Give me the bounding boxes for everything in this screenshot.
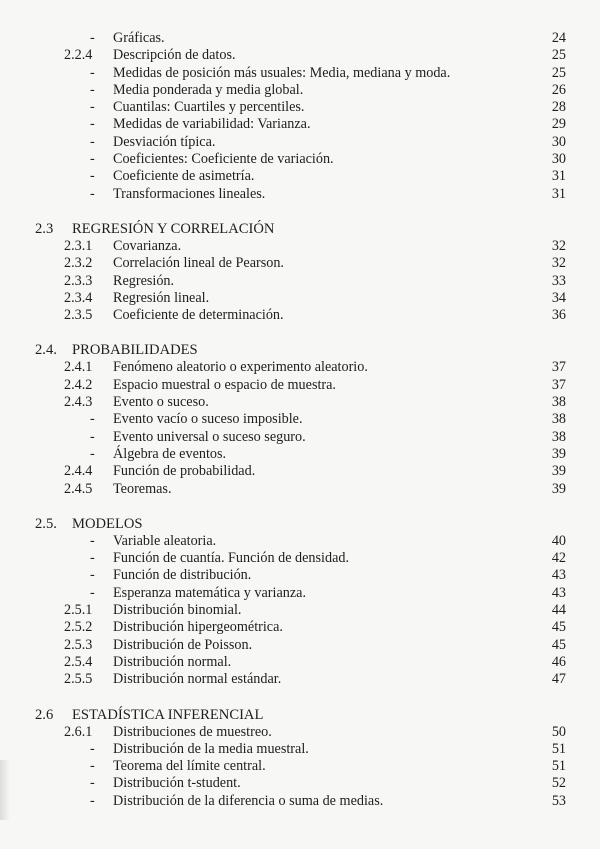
toc-entry-page: 44 [551,602,566,619]
toc-entry-title: ESTADÍSTICA INFERENCIAL [72,706,264,723]
toc-entry [0,290,600,307]
toc-entry-title: Distribución t-student. [113,775,241,792]
toc-entry-dash: - [90,30,95,46]
toc-entry [0,82,600,99]
toc-entry [0,654,600,671]
toc-entry-page: 38 [551,428,566,445]
toc-entry [0,359,600,376]
toc-entry-title: Covarianza. [113,237,182,254]
toc-entry [0,116,600,133]
toc-entry-page: 39 [551,445,566,462]
toc-entry-page: 29 [551,116,566,133]
toc-entry [0,134,600,151]
toc-entry-dash: - [90,532,95,549]
toc-entry-dash: - [90,185,95,202]
toc-entry [0,619,600,636]
toc-entry-number: 2.5.5 [64,671,93,688]
toc-entry-page: 25 [551,64,566,81]
toc-entry-title: Media ponderada y media global. [113,81,304,98]
toc-entry-number: 2.4.2 [64,376,93,393]
toc-entry [0,533,600,550]
toc-entry-number: 2.3.3 [64,272,93,289]
toc-entry-title: Distribución normal estándar. [113,671,282,688]
toc-entry-dash: - [90,445,95,462]
toc-entry-page: 51 [551,740,566,757]
toc-entry-number: 2.5.4 [64,653,93,670]
toc-entry-title: Correlación lineal de Pearson. [113,255,284,272]
section-spacer [0,498,600,515]
toc-entry-dash: - [90,775,95,792]
toc-section-heading [0,515,600,533]
toc-entry [0,65,600,82]
toc-entry-page: 40 [551,532,566,549]
toc-entry-page: 28 [551,99,566,116]
toc-entry [0,481,600,498]
toc-entry-number: 2.4.4 [64,463,93,480]
toc-entry-dash: - [90,550,95,567]
toc-entry-page: 31 [551,168,566,185]
toc-entry [0,255,600,272]
toc-entry-title: Gráficas. [113,30,165,46]
toc-entry [0,99,600,116]
toc-entry [0,186,600,203]
toc-entry-number: 2.5.3 [64,636,93,653]
toc-entry-number: 2.2.4 [64,47,93,64]
toc-entry-title: Distribuciones de muestreo. [113,723,272,740]
toc-entry [0,671,600,688]
toc-entry-title: Transformaciones lineales. [113,185,266,202]
toc-entry [0,775,600,792]
toc-entry [0,446,600,463]
toc-entry-page: 24 [551,30,566,46]
toc-entry-page: 52 [551,775,566,792]
toc-entry [0,30,600,47]
toc-section-heading [0,341,600,359]
toc-section-heading [0,220,600,238]
toc-entry-page: 39 [551,480,566,497]
toc-entry-dash: - [90,428,95,445]
toc-entry-number: 2.3.2 [64,255,93,272]
toc-entry-number: 2.5.2 [64,619,93,636]
toc-entry-page: 38 [551,411,566,428]
toc-entry-page: 26 [551,81,566,98]
toc-entry-page: 47 [551,671,566,688]
toc-entry [0,585,600,602]
toc-entry-dash: - [90,567,95,584]
toc-entry-page: 32 [551,237,566,254]
toc-entry-page: 50 [551,723,566,740]
toc-entry-page: 42 [551,550,566,567]
toc-entry-title: Regresión. [113,272,175,289]
toc-entry-dash: - [90,151,95,168]
toc-entry-title: Teoremas. [113,480,172,497]
toc-entry-dash: - [90,116,95,133]
toc-entry-page: 25 [551,47,566,64]
toc-entry-title: Distribución normal. [113,653,232,670]
toc-entry-number: 2.5.1 [64,602,93,619]
section-spacer [0,203,600,220]
toc-entry [0,758,600,775]
toc-entry-title: Descripción de datos. [113,47,236,64]
toc-entry-title: Medidas de variabilidad: Varianza. [113,116,311,133]
toc-entry [0,151,600,168]
toc-entry [0,550,600,567]
toc-entry-number: 2.4. [35,342,57,359]
toc-entry-page: 33 [551,272,566,289]
toc-entry-title: Coeficiente de determinación. [113,307,284,324]
toc-entry-title: PROBABILIDADES [72,342,198,359]
toc-entry-title: Evento o suceso. [113,394,209,411]
toc-entry [0,168,600,185]
toc-entry [0,793,600,810]
section-spacer [0,689,600,706]
toc-entry-title: Espacio muestral o espacio de muestra. [113,376,336,393]
toc-entry [0,567,600,584]
toc-entry-title: Función de distribución. [113,567,252,584]
toc-entry-dash: - [90,64,95,81]
toc-entry-title: Distribución de Poisson. [113,636,253,653]
toc-entry-number: 2.3.4 [64,289,93,306]
toc-entry-number: 2.4.5 [64,480,93,497]
toc-entry-title: Distribución hipergeométrica. [113,619,283,636]
toc-entry-page: 30 [551,133,566,150]
toc-entry-title: Coeficientes: Coeficiente de variación. [113,151,334,168]
toc-entry [0,637,600,654]
toc-entry-page: 45 [551,636,566,653]
toc-entry-title: Álgebra de eventos. [113,445,227,462]
toc-entry-number: 2.4.3 [64,394,93,411]
toc-entry-title: Cuantilas: Cuartiles y percentiles. [113,99,305,116]
toc-entry-title: Fenómeno aleatorio o experimento aleatorio. [113,359,368,376]
toc-entry-dash: - [90,411,95,428]
toc-entry-number: 2.6 [35,706,54,723]
toc-entry [0,394,600,411]
toc-section-heading [0,706,600,724]
toc-entry-dash: - [90,99,95,116]
toc-entry-page: 37 [551,376,566,393]
toc-entry-title: Regresión lineal. [113,289,210,306]
toc-entry-title: Distribución de la media muestral. [113,740,309,757]
toc-entry-page: 30 [551,151,566,168]
toc-entry-title: Evento vacío o suceso imposible. [113,411,303,428]
toc-entry-dash: - [90,792,95,809]
toc-entry-page: 38 [551,394,566,411]
toc-entry-page: 34 [551,289,566,306]
toc-entry-title: MODELOS [72,515,143,532]
toc-entry [0,47,600,64]
toc-entry-page: 43 [551,584,566,601]
toc-entry-title: Desviación típica. [113,133,216,150]
toc-entry-page: 46 [551,653,566,670]
toc-entry-number: 2.4.1 [64,359,93,376]
toc-entry-dash: - [90,740,95,757]
toc-entry [0,724,600,741]
toc-entry-title: Evento universal o suceso seguro. [113,428,306,445]
toc-entry-page: 39 [551,463,566,480]
toc-entry [0,463,600,480]
toc-entry-dash: - [90,168,95,185]
toc-entry-page: 45 [551,619,566,636]
toc-entry-number: 2.6.1 [64,723,93,740]
toc-entry-title: Esperanza matemática y varianza. [113,584,306,601]
toc-entry-page: 36 [551,307,566,324]
toc-entry-title: Medidas de posición más usuales: Media, mediana y moda. [113,64,451,81]
toc-entry [0,307,600,324]
toc-entry-page: 53 [551,792,566,809]
toc-entry-number: 2.5. [35,515,57,532]
toc-entry-dash: - [90,81,95,98]
toc-entry-title: REGRESIÓN Y CORRELACIÓN [72,220,275,237]
section-spacer [0,324,600,341]
toc-entry-dash: - [90,133,95,150]
table-of-contents [0,30,600,810]
toc-entry [0,741,600,758]
toc-entry-number: 2.3 [35,220,54,237]
toc-entry-page: 32 [551,255,566,272]
toc-entry-page: 37 [551,359,566,376]
toc-entry-page: 51 [551,758,566,775]
toc-entry-title: Distribución de la diferencia o suma de medias. [113,792,384,809]
toc-entry-number: 2.3.1 [64,237,93,254]
toc-entry-title: Coeficiente de asimetría. [113,168,255,185]
toc-entry [0,602,600,619]
toc-entry [0,238,600,255]
toc-entry [0,377,600,394]
toc-entry [0,429,600,446]
toc-entry [0,273,600,290]
toc-entry-title: Función de cuantía. Función de densidad. [113,550,350,567]
toc-entry-dash: - [90,758,95,775]
toc-entry-dash: - [90,584,95,601]
toc-entry-title: Teorema del límite central. [113,758,266,775]
toc-entry-title: Función de probabilidad. [113,463,256,480]
toc-entry [0,411,600,428]
toc-entry-title: Distribución binomial. [113,602,242,619]
toc-entry-number: 2.3.5 [64,307,93,324]
toc-entry-page: 31 [551,185,566,202]
toc-entry-title: Variable aleatoria. [113,532,217,549]
toc-entry-page: 43 [551,567,566,584]
